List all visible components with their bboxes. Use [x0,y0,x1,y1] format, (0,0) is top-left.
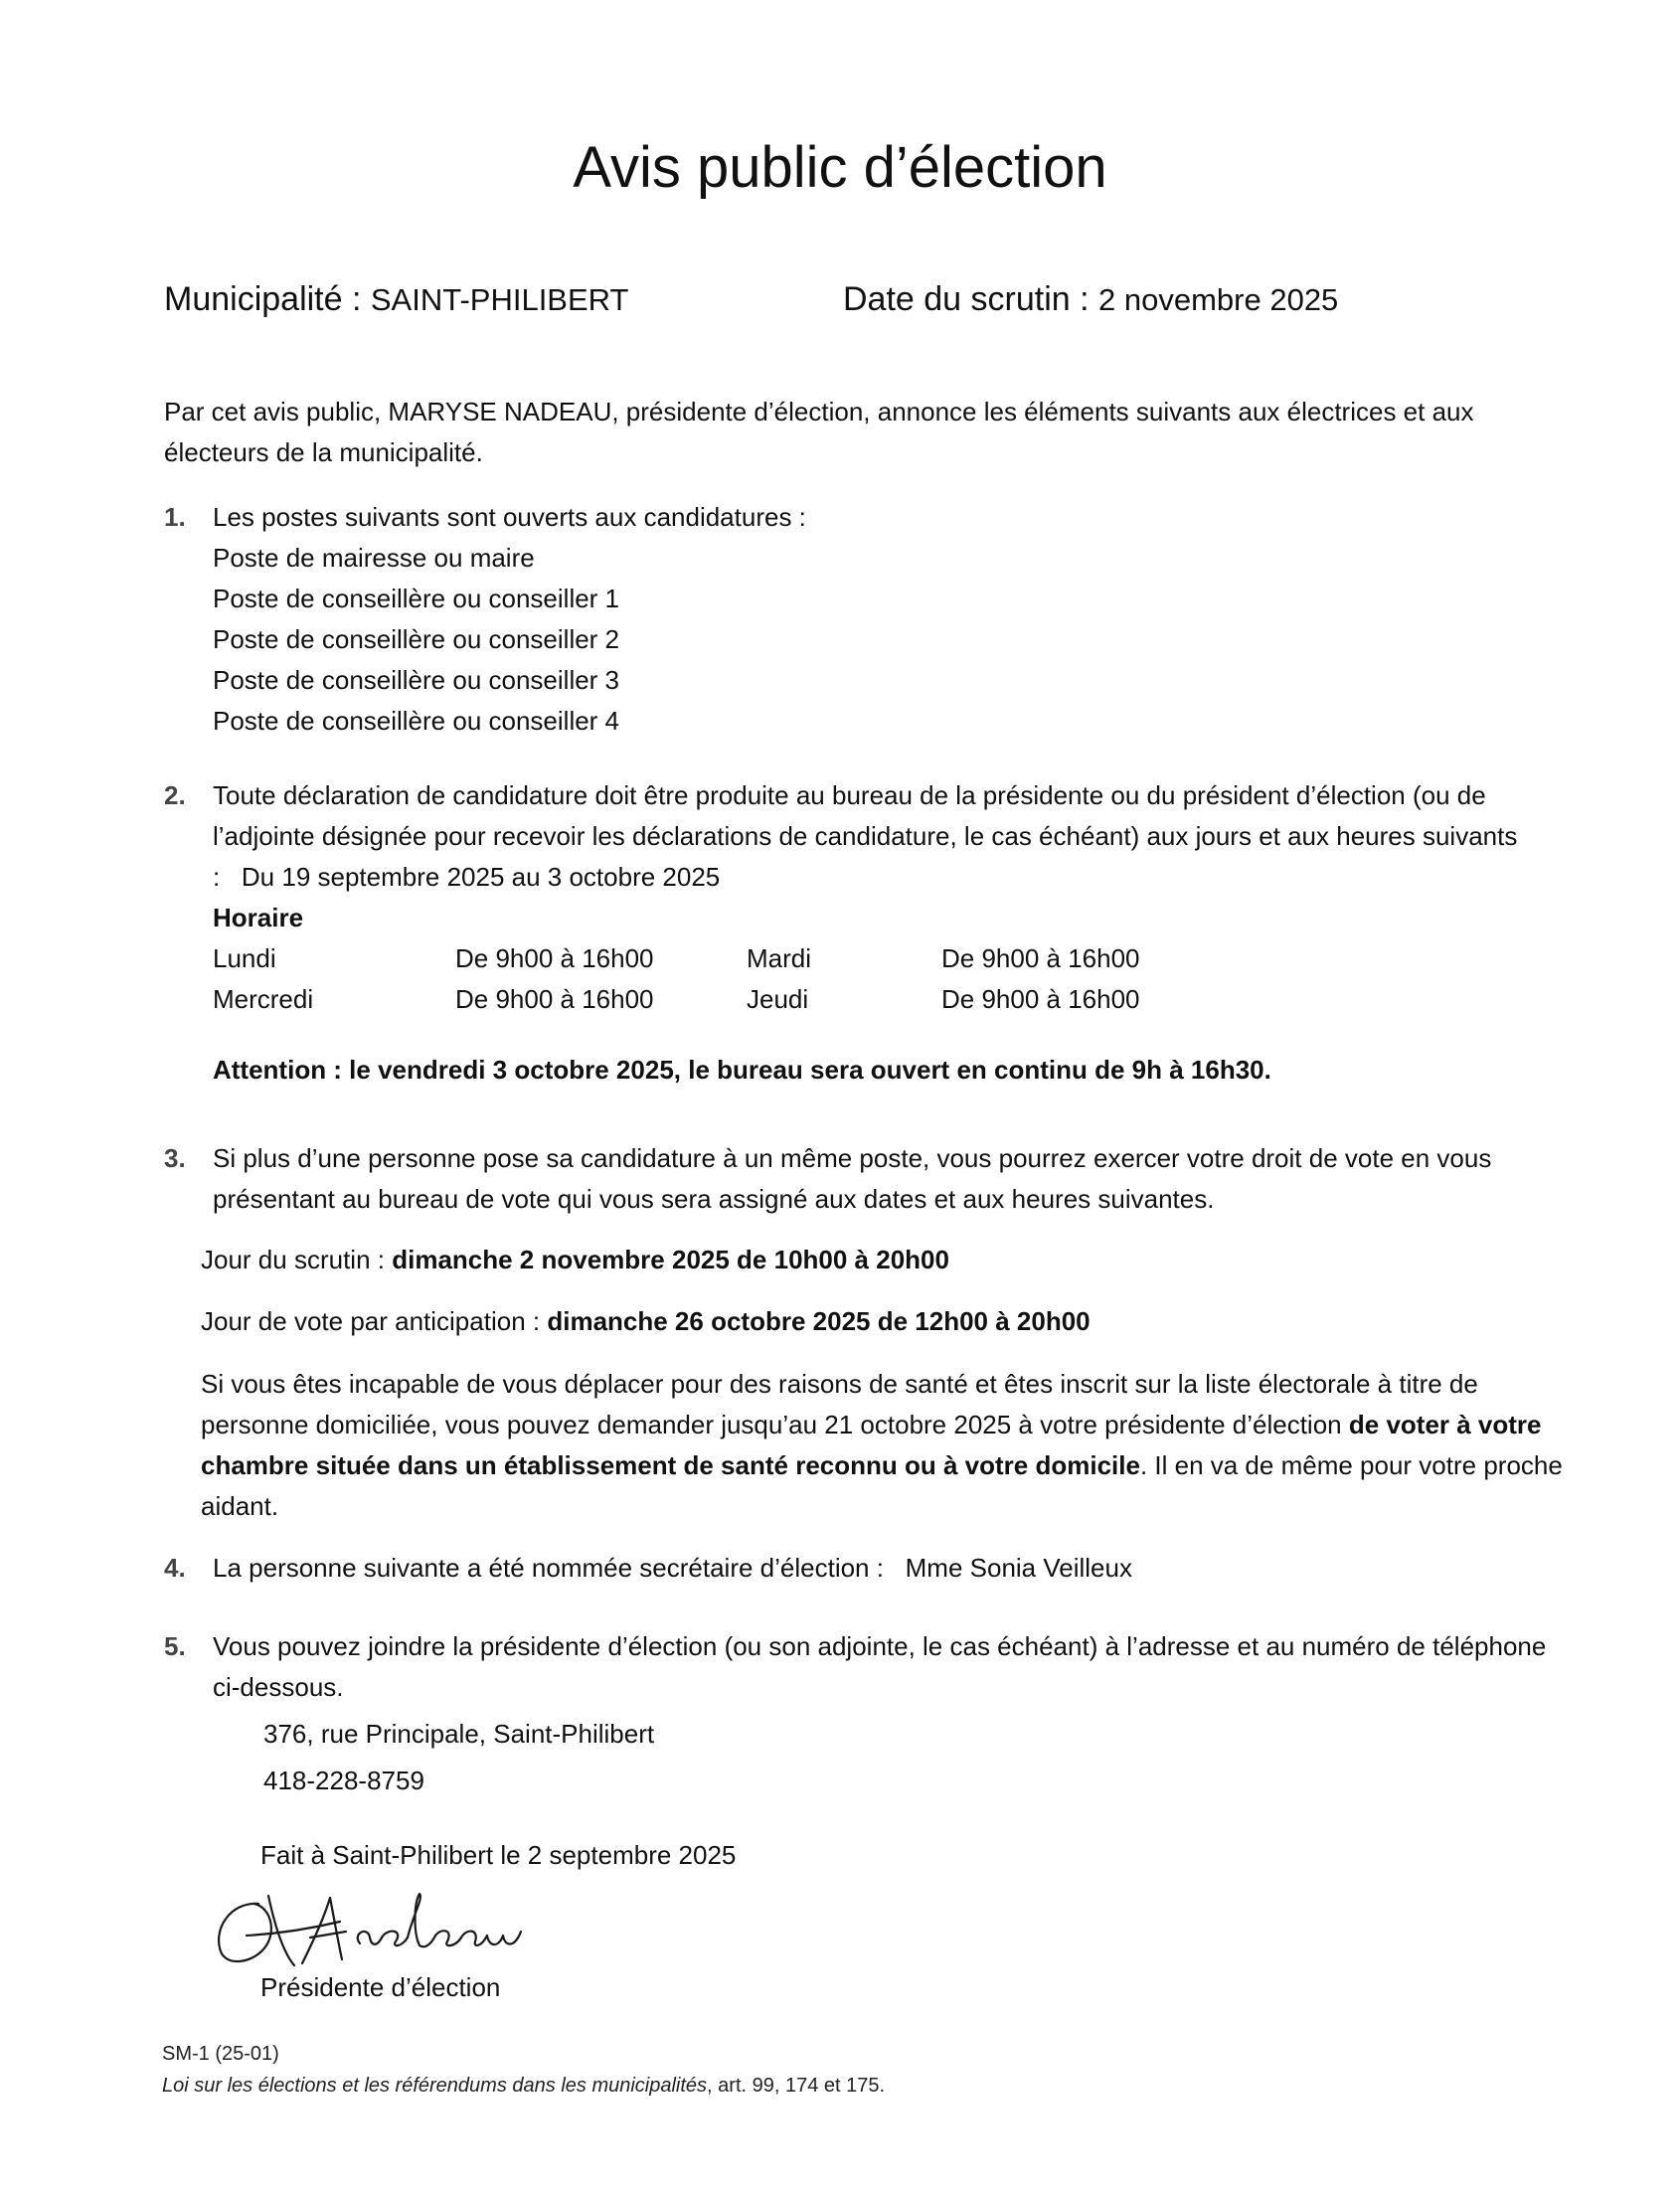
section-2 [164,775,1576,1091]
section-4 [164,1548,1576,1589]
schedule-label: Horaire [213,903,304,932]
position-item: Poste de conseillère ou conseiller 1 [213,584,620,613]
schedule-hours: De 9h00 à 16h00 [455,984,654,1014]
schedule-table [213,938,1576,1020]
election-day-value: dimanche 2 novembre 2025 de 10h00 à 20h00 [392,1245,949,1274]
contact-address: 376, rue Principale, Saint-Philibert [263,1719,655,1749]
schedule-day: Lundi [213,943,276,973]
section-1-lead: Les postes suivants sont ouverts aux candidatures : [213,502,806,532]
section-3 [164,1138,1576,1220]
handwritten-signature [211,1874,608,1973]
position-item: Poste de mairesse ou maire [213,543,535,573]
section-number: 2. [164,780,186,810]
advance-vote-line [201,1301,1583,1342]
election-date-value: 2 novembre 2025 [1098,282,1339,317]
law-reference [162,2075,885,2098]
schedule-hours: De 9h00 à 16h00 [941,984,1140,1014]
section-1 [164,497,1576,742]
secretary-name: Mme Sonia Veilleux [905,1553,1132,1583]
law-articles: , art. 99, 174 et 175. [707,2075,886,2097]
contact-phone: 418-228-8759 [263,1766,424,1795]
law-title: Loi sur les élections et les référendums dans les municipalités [162,2075,708,2097]
position-item: Poste de conseillère ou conseiller 2 [213,624,620,654]
advance-vote-label: Jour de vote par anticipation : [201,1306,541,1336]
notice-title: Avis public d’élection [573,135,1107,200]
section-number: 4. [164,1553,186,1583]
position-item: Poste de conseillère ou conseiller 4 [213,706,620,736]
election-date-label: Date du scrutin : [843,280,1090,318]
intro-paragraph: Par cet avis public, MARYSE NADEAU, présidente d’élection, annonce les éléments suivants aux électrices et aux électeurs de la municipalité. [164,397,1474,467]
section-number: 1. [164,502,186,532]
position-item: Poste de conseillère ou conseiller 3 [213,665,620,695]
home-vote-paragraph [201,1364,1583,1527]
signer-role: Présidente d’élection [260,1972,501,2002]
filing-period: Du 19 septembre 2025 au 3 octobre 2025 [241,862,721,892]
schedule-day: Jeudi [747,984,809,1014]
municipality-value: SAINT-PHILIBERT [370,282,629,317]
home-vote-emphasis: de voter à votre chambre située dans un établissement de santé reconnu ou à votre domicile [201,1410,1542,1480]
section-5 [164,1626,1576,1801]
attention-note: Attention : le vendredi 3 octobre 2025, le bureau sera ouvert en continu de 9h à 16h30. [213,1055,1271,1085]
section-2-text [213,775,1576,898]
election-date-line [843,280,1338,319]
schedule-hours: De 9h00 à 16h00 [455,943,654,973]
section-3-text: Si plus d’une personne pose sa candidature à un même poste, vous pourrez exercer votre droit de vote en vous présentant au bureau de vote qui vous sera assigné aux dates et aux heures suivantes. [213,1143,1492,1214]
section-number: 5. [164,1631,186,1661]
home-vote-text-end: . Il en va de même pour votre proche aidant. [201,1450,1563,1521]
place-date-line: Fait à Saint-Philibert le 2 septembre 2025 [260,1840,737,1870]
section-number: 3. [164,1143,186,1173]
home-vote-text: Si vous êtes incapable de vous déplacer pour des raisons de santé et êtes inscrit sur la liste électorale à titre de personne domiciliée, vous pouvez demander jusqu’au 21 octobre 2025 à votre présidente d’élection [201,1369,1478,1439]
municipality-line [164,280,628,319]
municipality-label: Municipalité : [164,280,362,318]
candidacy-filing-text: Toute déclaration de candidature doit être produite au bureau de la présidente ou du président d’élection (ou de l’adjointe désignée pour recevoir les déclarations de candidature, le cas échéant) aux jours et aux heures suivants : [213,780,1518,892]
secretary-text: La personne suivante a été nommée secrétaire d’élection : [213,1553,884,1583]
election-day-label: Jour du scrutin : [201,1245,385,1274]
schedule-day: Mardi [747,943,812,973]
schedule-day: Mercredi [213,984,314,1014]
election-day-line [201,1240,1583,1280]
schedule-hours: De 9h00 à 16h00 [941,943,1140,973]
form-code: SM-1 (25-01) [162,2043,279,2065]
contact-text: Vous pouvez joindre la présidente d’élection (ou son adjointe, le cas échéant) à l’adresse et au numéro de téléphone ci-dessous. [213,1631,1547,1702]
advance-vote-value: dimanche 26 octobre 2025 de 12h00 à 20h00 [547,1306,1091,1336]
